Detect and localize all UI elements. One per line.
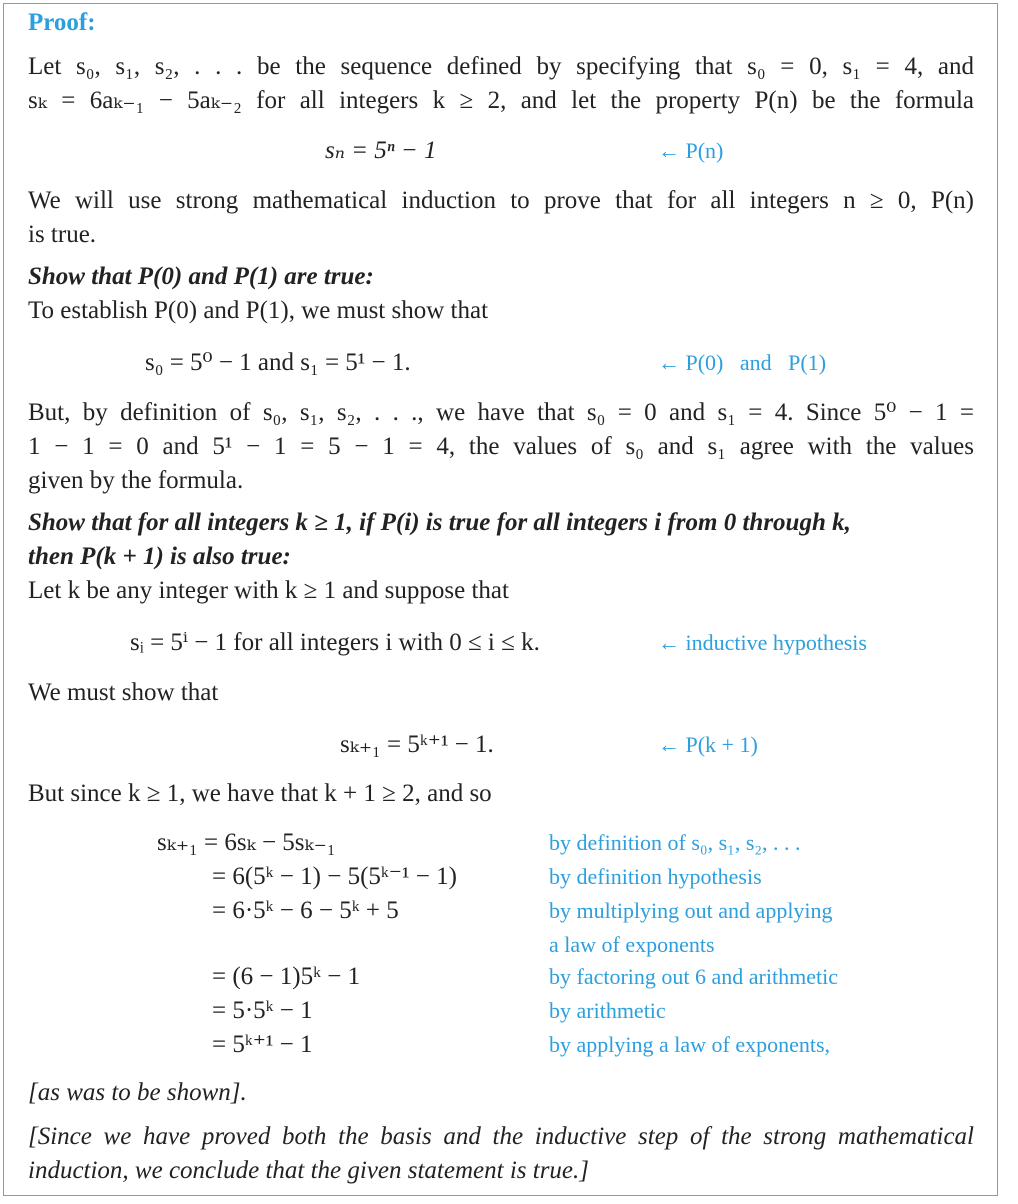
text-line: We must show that bbox=[28, 679, 219, 706]
proof-title: Proof: bbox=[28, 9, 96, 36]
text-line: sₖ = 6aₖ₋₁ − 5aₖ₋₂ for all integers k ≥ 2, and let the property P(n) be the formula bbox=[28, 87, 974, 114]
section-heading-inductive-2: then P(k + 1) is also true: bbox=[28, 543, 291, 570]
conclusion-line: [Since we have proved both the basis and the inductive step of the strong mathematical bbox=[28, 1123, 974, 1150]
derivation-step-4: = (6 − 1)5ᵏ − 1 bbox=[212, 963, 361, 990]
reason-3b: a law of exponents bbox=[549, 932, 715, 957]
formula-inductive-hypothesis: sᵢ = 5ⁱ − 1 for all integers i with 0 ≤ i ≤ k. bbox=[130, 629, 540, 656]
reason-5: by arithmetic bbox=[549, 998, 666, 1023]
derivation-step-6: = 5ᵏ⁺¹ − 1 bbox=[212, 1031, 313, 1058]
text-line: To establish P(0) and P(1), we must show that bbox=[28, 297, 489, 324]
text-line: is true. bbox=[28, 221, 97, 248]
text-line: 1 − 1 = 0 and 5¹ − 1 = 5 − 1 = 4, the values of s₀ and s₁ agree with the values bbox=[28, 433, 974, 460]
derivation-step-1: sₖ₊₁ = 6sₖ − 5sₖ₋₁ bbox=[157, 829, 336, 856]
text-line: But since k ≥ 1, we have that k + 1 ≥ 2, and so bbox=[28, 780, 492, 807]
text-line: But, by definition of s₀, s₁, s₂, . . ., we have that s₀ = 0 and s₁ = 4. Since 5⁰ − 1 = bbox=[28, 399, 974, 426]
conclusion-line: induction, we conclude that the given statement is true.] bbox=[28, 1157, 589, 1184]
formula-p0-p1: s₀ = 5⁰ − 1 and s₁ = 5¹ − 1. bbox=[145, 349, 411, 376]
formula-pn: sₙ = 5ⁿ − 1 bbox=[325, 137, 437, 164]
formula-pk1: sₖ₊₁ = 5ᵏ⁺¹ − 1. bbox=[340, 731, 494, 758]
section-heading-inductive-1: Show that for all integers k ≥ 1, if P(i) is true for all integers i from 0 through k, bbox=[28, 509, 851, 536]
annotation-p0-p1: ← P(0) and P(1) bbox=[658, 350, 827, 375]
text-line: given by the formula. bbox=[28, 467, 244, 494]
derivation-step-2: = 6(5ᵏ − 1) − 5(5ᵏ⁻¹ − 1) bbox=[212, 863, 457, 890]
derivation-step-3: = 6·5ᵏ − 6 − 5ᵏ + 5 bbox=[212, 897, 399, 924]
text-line: Let k be any integer with k ≥ 1 and suppose that bbox=[28, 577, 509, 604]
annotation-pn: ← P(n) bbox=[658, 138, 724, 163]
text-line: We will use strong mathematical induction to prove that for all integers n ≥ 0, P(n) bbox=[28, 187, 974, 214]
conclusion-shown: [as was to be shown]. bbox=[28, 1079, 247, 1106]
reason-1: by definition of s₀, s₁, s₂, . . . bbox=[549, 830, 801, 855]
section-heading-basis: Show that P(0) and P(1) are true: bbox=[28, 263, 374, 290]
derivation-step-5: = 5·5ᵏ − 1 bbox=[212, 997, 313, 1024]
annotation-pk1: ← P(k + 1) bbox=[658, 732, 758, 757]
reason-3a: by multiplying out and applying bbox=[549, 898, 833, 923]
reason-2: by definition hypothesis bbox=[549, 864, 762, 889]
reason-4: by factoring out 6 and arithmetic bbox=[549, 964, 838, 989]
text-line: Let s₀, s₁, s₂, . . . be the sequence defined by specifying that s₀ = 0, s₁ = 4, and bbox=[28, 53, 974, 80]
annotation-inductive-hypothesis: ← inductive hypothesis bbox=[658, 630, 867, 655]
reason-6: by applying a law of exponents, bbox=[549, 1032, 831, 1057]
